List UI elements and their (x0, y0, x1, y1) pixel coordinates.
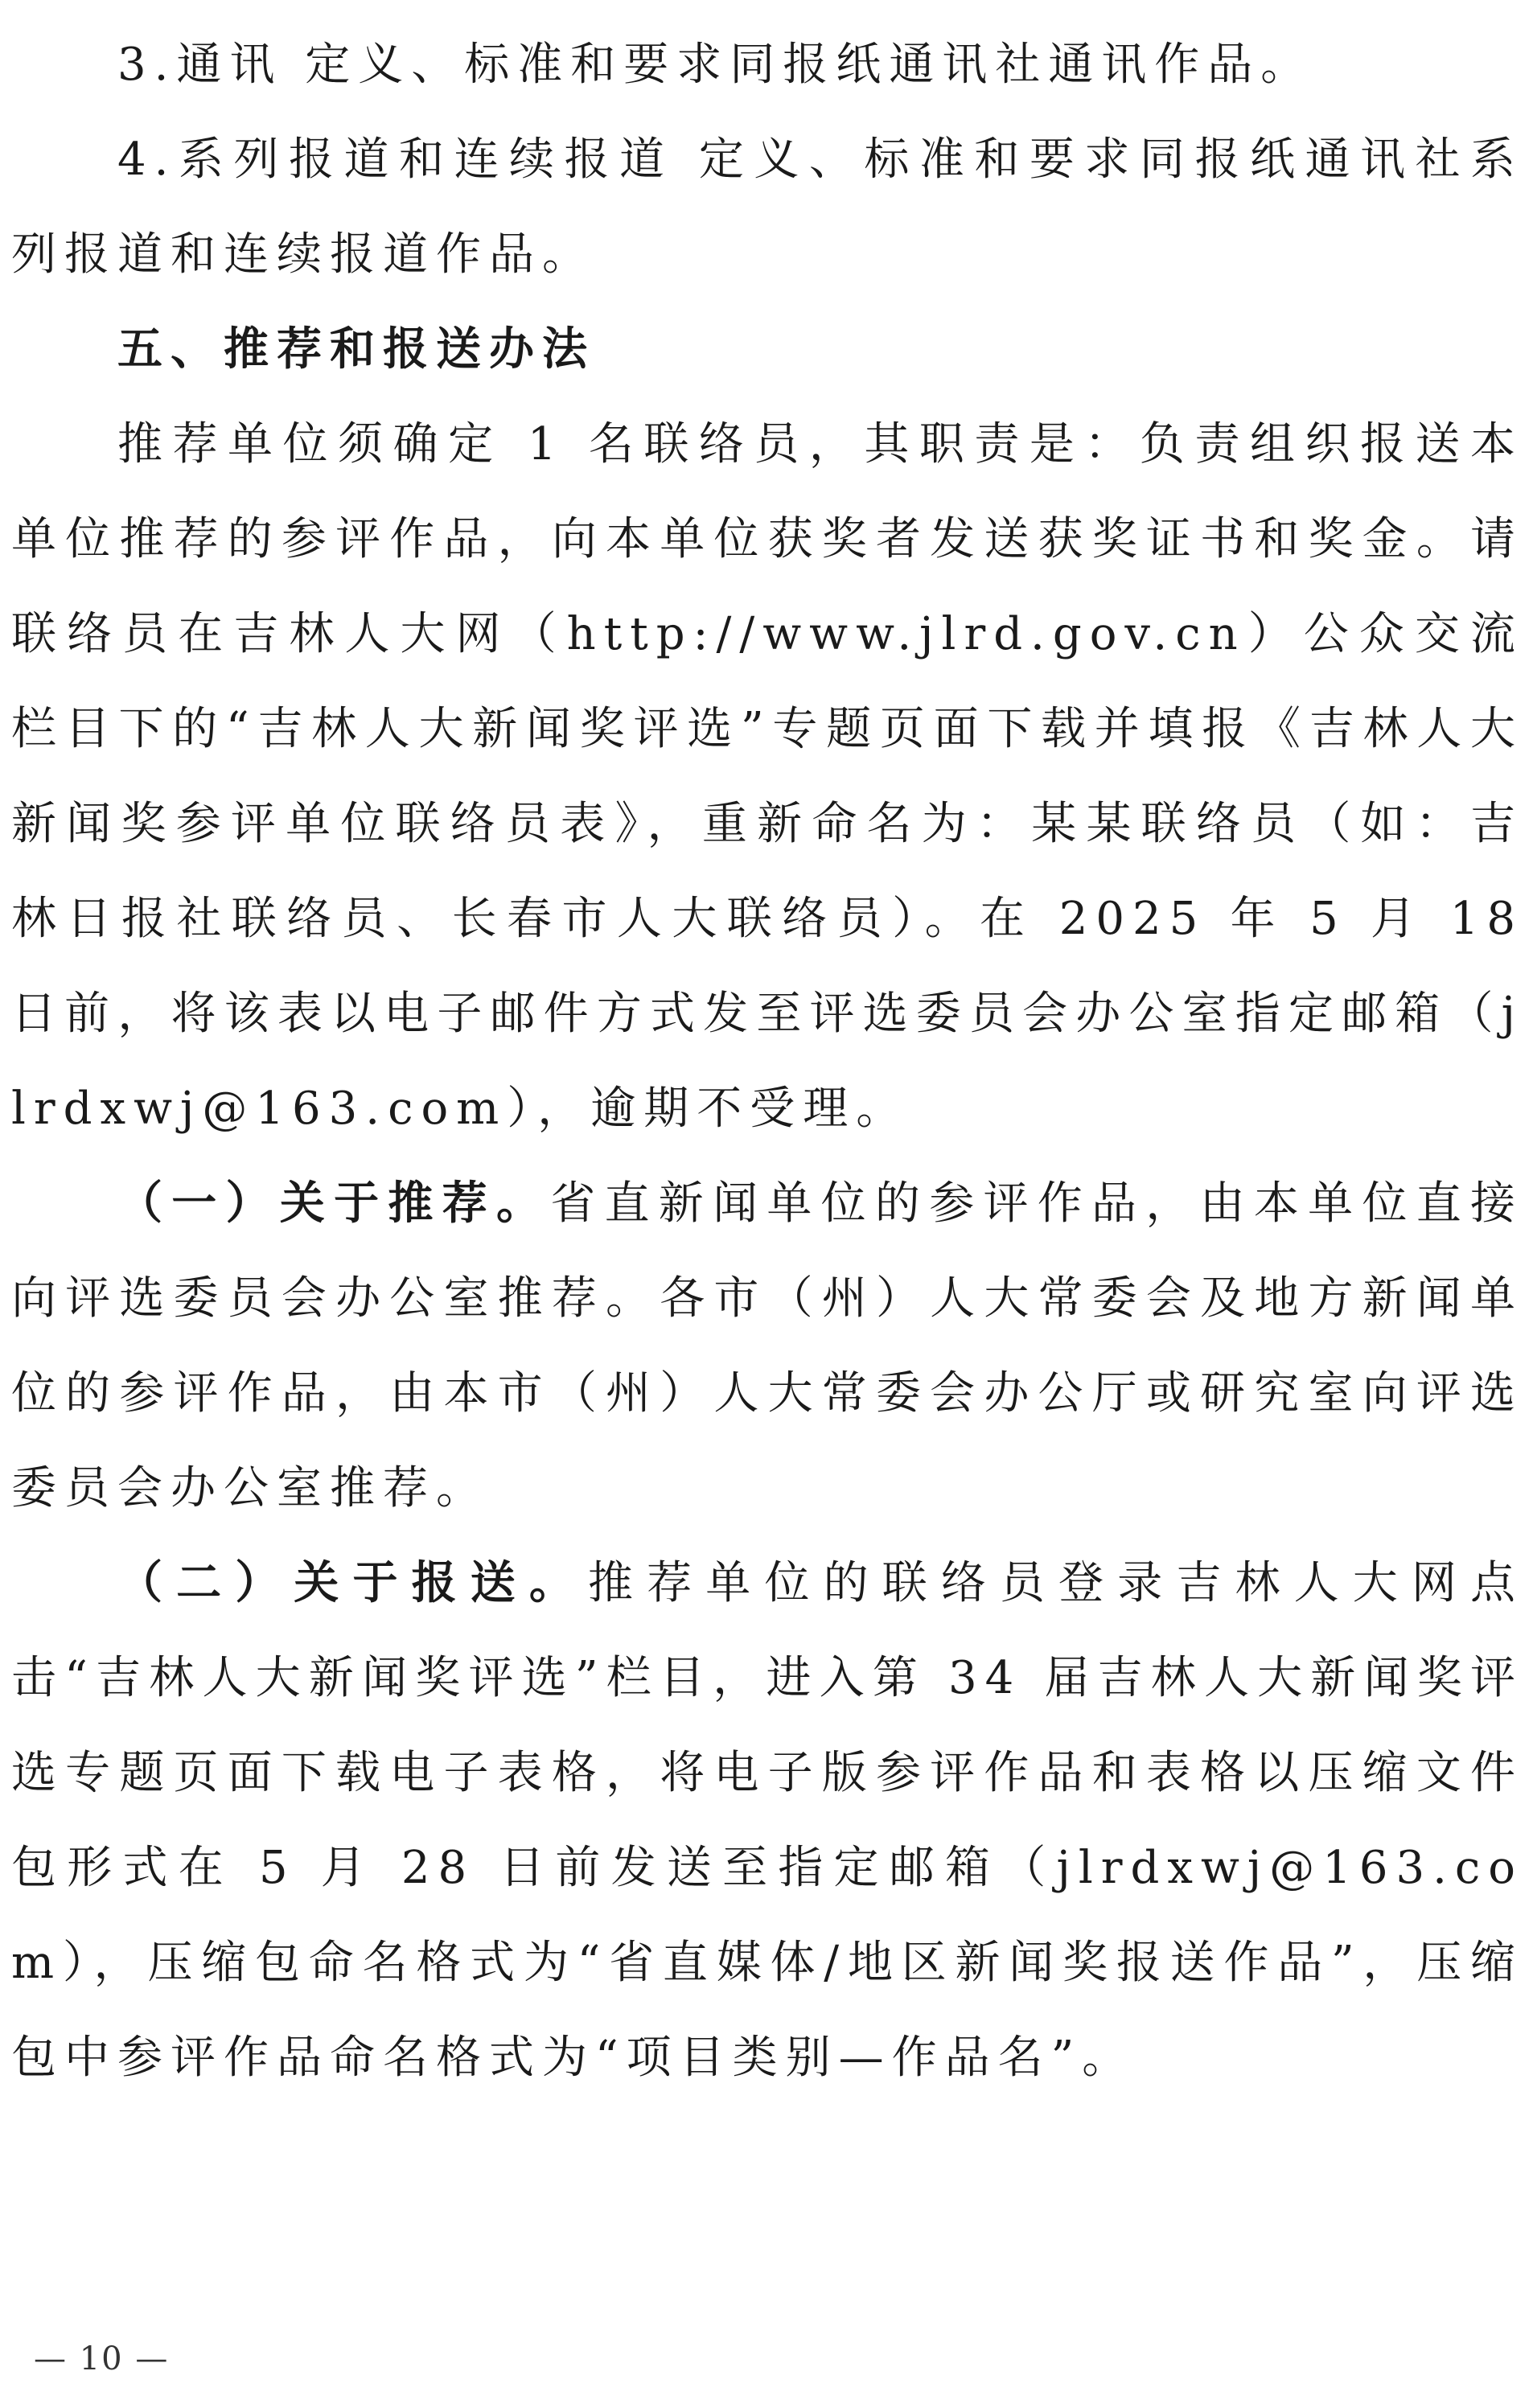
submission-body: 推荐单位的联络员登录吉林人大网点击“吉林人大新闻奖评选”栏目，进入第 34 届吉林人大新闻奖评选专题页面下载电子表格，将电子版参评作品和表格以压缩文件包形式在 5 月 28 日前发送至指定邮箱（jlrdxwj@163.com），压缩包命名格式为“省直媒体/地区新闻奖报送作品”，压缩包中参评作品命名格式为“项目类别—作品名”。 (11, 1557, 1524, 2084)
item-3-text: 3.通讯 定义、标准和要求同报纸通讯社通讯作品。 (117, 39, 1314, 91)
recommendation-body: 省直新闻单位的参评作品，由本单位直接向评选委员会办公室推荐。各市（州）人大常委会及地方新闻单位的参评作品，由本市（州）人大常委会办公厅或研究室向评选委员会办公室推荐。 (11, 1177, 1524, 1514)
recommendation-lead: （一）关于推荐。 (117, 1177, 551, 1230)
item-4-text: 4.系列报道和连续报道 定义、标准和要求同报纸通讯社系列报道和连续报道作品。 (11, 134, 1523, 281)
submission-lead: （二）关于报送。 (117, 1557, 589, 1609)
paragraph-liaison: 推荐单位须确定 1 名联络员，其职责是：负责组织报送本单位推荐的参评作品，向本单位获奖者发送获奖证书和奖金。请联络员在吉林人大网（http://www.jlrd.gov.cn）公众交流栏目下的“吉林人大新闻奖评选”专题页面下载并填报《吉林人大新闻奖参评单位联络员表》，重新命名为：某某联络员（如：吉林日报社联络员、长春市人大联络员）。在 2025 年 5 月 18 日前，将该表以电子邮件方式发至评选委员会办公室指定邮箱（jlrdxwj@163.com），逾期不受理。 (11, 418, 1524, 1135)
top-margin (11, 0, 1523, 18)
page-number: — 10 — (34, 2340, 170, 2377)
paragraph-recommendation (11, 1157, 1523, 1536)
paragraph-submission (11, 1536, 1523, 2106)
document-page (11, 0, 1523, 2408)
section-heading: 五、推荐和报送办法 (117, 323, 595, 376)
